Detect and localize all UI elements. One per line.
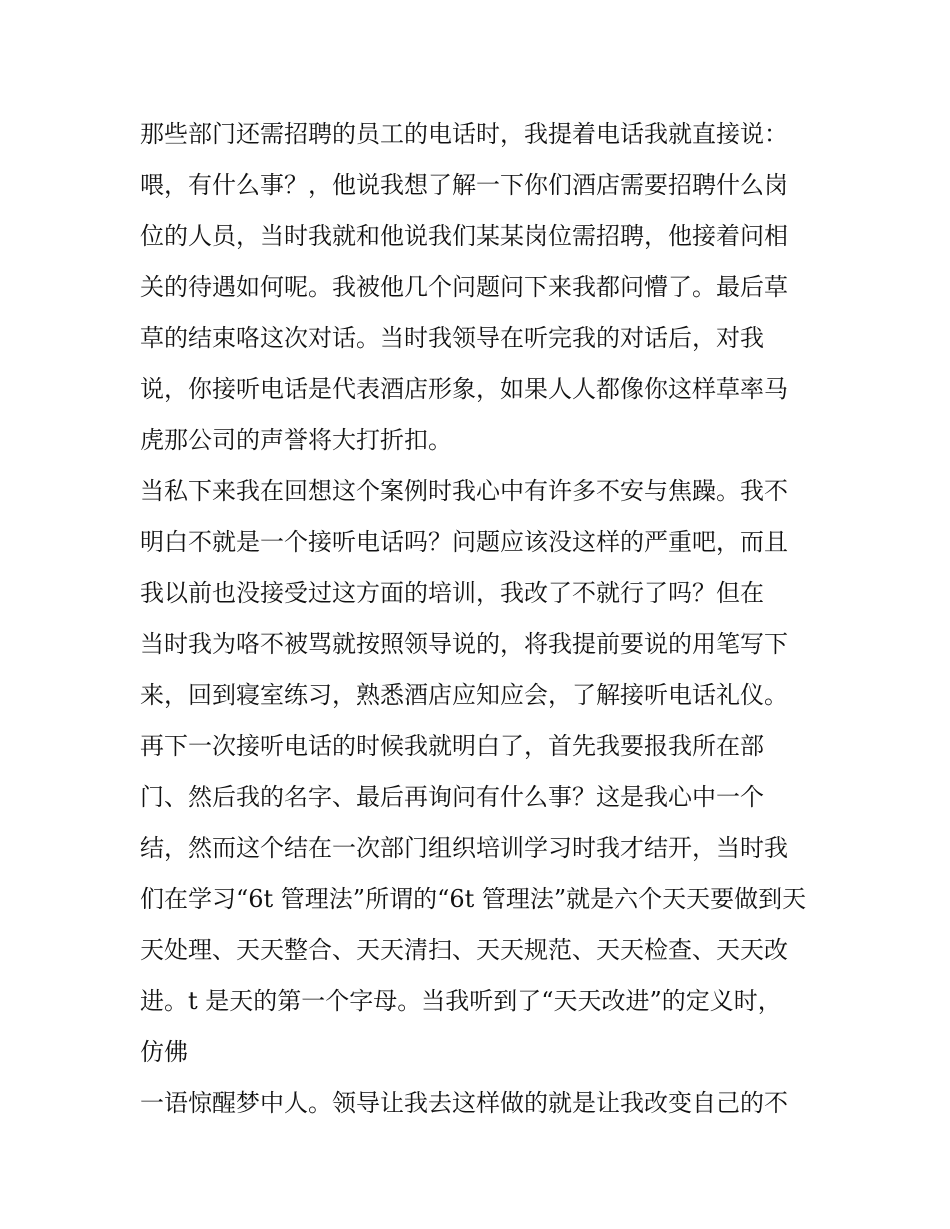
text-line-11: 当时我为咯不被骂就按照领导说的，将我提前要说的用笔写下 [140, 630, 788, 658]
text-line-1: 那些部门还需招聘的员工的电话时，我提着电话我就直接说： [140, 120, 788, 148]
text-line-2: 喂，有什么事？，他说我想了解一下你们酒店需要招聘什么岗 [140, 171, 788, 199]
text-line-13: 再下一次接听电话的时候我就明白了，首先我要报我所在部 [140, 732, 764, 760]
text-line-15: 结，然而这个结在一次部门组织培训学习时我才结开，当时我 [140, 834, 788, 862]
text-line-17: 天处理、天天整合、天天清扫、天天规范、天天检查、天天改 [140, 936, 788, 964]
text-line-14: 门、然后我的名字、最后再询问有什么事？这是我心中一个 [140, 783, 764, 811]
text-line-6: 说，你接听电话是代表酒店形象，如果人人都像你这样草率马 [140, 375, 788, 403]
text-line-18: 进。t 是天的第一个字母。当我听到了“天天改进”的定义时， [140, 987, 782, 1015]
body-text [140, 109, 830, 1129]
text-line-19: 仿佛 [140, 1038, 188, 1066]
text-line-4: 关的待遇如何呢。我被他几个问题问下来我都问懵了。最后草 [140, 273, 788, 301]
text-line-5: 草的结束咯这次对话。当时我领导在听完我的对话后，对我 [140, 324, 764, 352]
text-line-8: 当私下来我在回想这个案例时我心中有许多不安与焦躁。我不 [140, 477, 788, 505]
text-line-12: 来，回到寝室练习，熟悉酒店应知应会，了解接听电话礼仪。 [140, 681, 788, 709]
text-line-20: 一语惊醒梦中人。领导让我去这样做的就是让我改变自己的不 [140, 1089, 788, 1117]
text-line-9: 明白不就是一个接听电话吗？问题应该没这样的严重吧，而且 [140, 528, 788, 556]
text-line-10: 我以前也没接受过这方面的培训，我改了不就行了吗？但在 [140, 579, 764, 607]
text-line-16: 们在学习“6t 管理法”所谓的“6t 管理法”就是六个天天要做到天 [140, 885, 807, 913]
text-line-3: 位的人员，当时我就和他说我们某某岗位需招聘，他接着问相 [140, 222, 788, 250]
text-line-7: 虎那公司的声誉将大打折扣。 [140, 426, 452, 454]
